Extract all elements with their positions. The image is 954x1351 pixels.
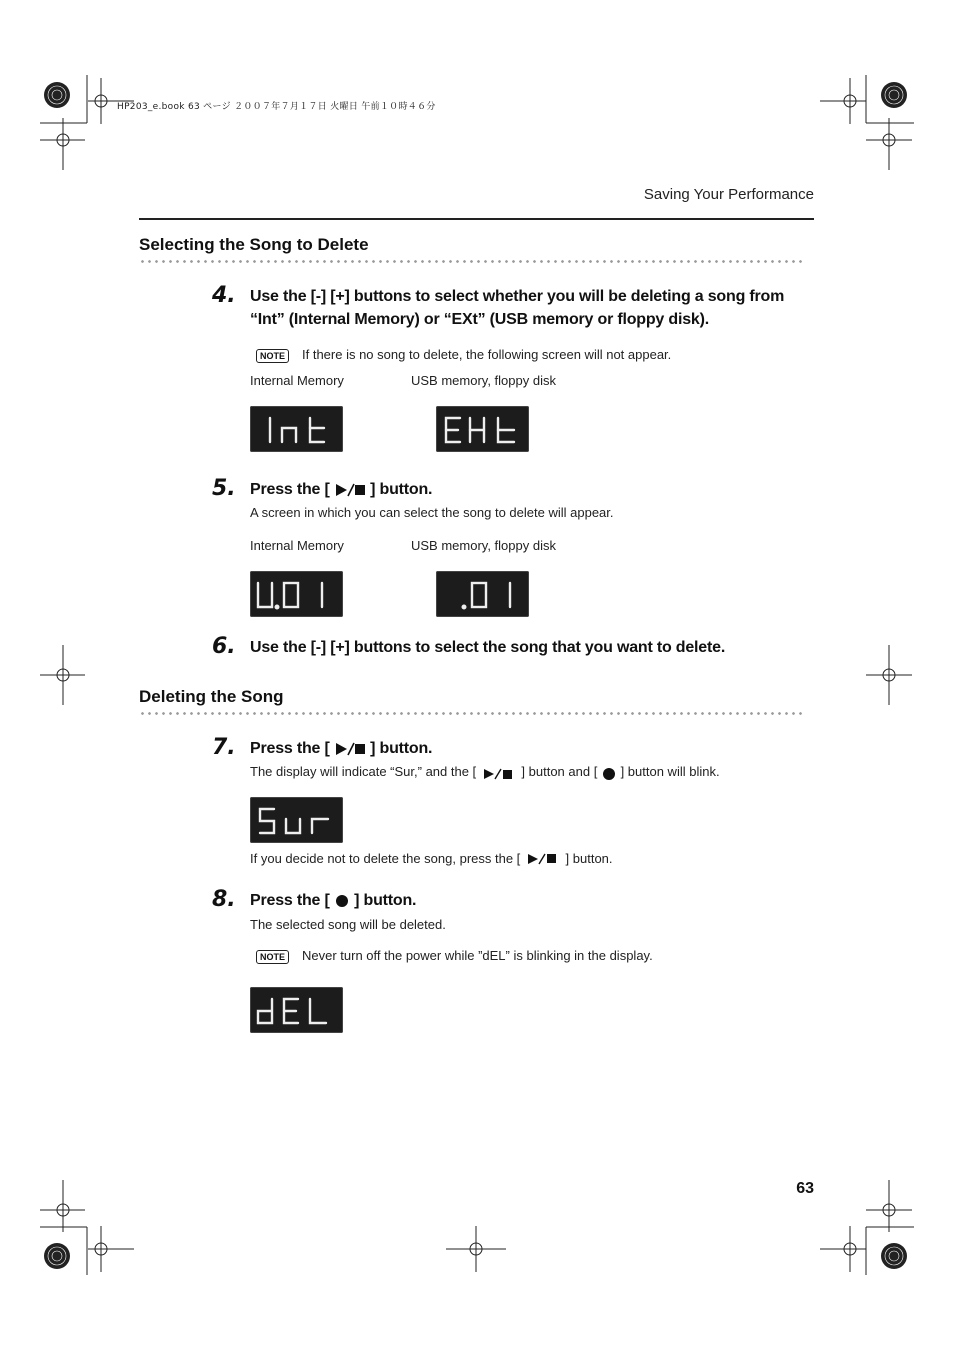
step-number-4: 4. [212,283,236,308]
play-stop-icon [524,853,562,867]
step-7-cancel-b: ] button. [565,851,613,866]
lcd-int-icon [250,406,343,452]
step-7-cancel [250,851,613,867]
step-7-desc-a: The display will indicate “Sur,” and the [ [250,764,477,779]
step-7-desc [250,764,720,780]
lcd-sur-icon [250,797,343,843]
caption-usb-2: USB memory, floppy disk [411,538,556,553]
record-icon [601,766,617,780]
step-8-post: ] button. [354,892,417,909]
header-rule [139,218,814,220]
play-stop-icon [480,766,518,780]
step-7-cancel-a: If you decide not to delete the song, press the [ [250,851,521,866]
note-1 [256,346,289,364]
step-4-line-1: Use the [-] [+] buttons to select whether you will be deleting a song from [250,288,785,305]
note-badge: NOTE [256,950,289,964]
display-u01 [250,571,343,617]
step-7-text [250,737,432,760]
display-01 [436,571,529,617]
step-7-desc-b: ] button and [ [521,764,598,779]
header-title: Saving Your Performance [643,186,814,203]
note-badge: NOTE [256,349,289,363]
lcd-u01-icon [250,571,343,617]
dotted-divider-2 [139,712,804,715]
display-del [250,987,343,1033]
note-2 [256,947,289,965]
step-7-pre: Press the [ [250,740,330,757]
step-5-text [250,478,432,501]
lcd-ext-icon [436,406,529,452]
step-8-pre: Press the [ [250,892,330,909]
caption-internal-2: Internal Memory [250,538,344,553]
step-8-desc: The selected song will be deleted. [250,917,446,932]
step-number-6: 6. [212,634,236,659]
display-sur [250,797,343,843]
note-2-text: Never turn off the power while ”dEL” is blinking in the display. [302,948,653,963]
display-ext [436,406,529,452]
step-5-desc: A screen in which you can select the song to delete will appear. [250,505,614,520]
play-stop-icon [334,483,366,497]
step-7-desc-c: ] button will blink. [620,764,720,779]
step-6-text: Use the [-] [+] buttons to select the song that you want to delete. [250,639,726,656]
display-int [250,406,343,452]
step-8-text [250,889,416,912]
lcd-01-icon [436,571,529,617]
dotted-divider [139,260,804,263]
caption-usb: USB memory, floppy disk [411,373,556,388]
record-icon [334,894,350,908]
caption-internal: Internal Memory [250,373,344,388]
page-number: 63 [796,1180,814,1197]
step-7-post: ] button. [370,740,433,757]
step-5-pre: Press the [ [250,481,330,498]
step-number-8: 8. [212,887,236,912]
note-1-text: If there is no song to delete, the following screen will not appear. [302,347,672,362]
step-5-post: ] button. [370,481,433,498]
step-number-7: 7. [212,735,236,760]
section-title-select: Selecting the Song to Delete [139,235,369,254]
print-metadata: HP203_e.book 63 ページ ２００７年７月１７日 火曜日 午前１０時４６分 [117,102,436,112]
lcd-del-icon [250,987,343,1033]
step-4-line-2: “Int” (Internal Memory) or “EXt” (USB memory or floppy disk). [250,311,709,328]
step-number-5: 5. [212,476,236,501]
play-stop-icon [334,742,366,756]
section-title-delete: Deleting the Song [139,687,284,706]
